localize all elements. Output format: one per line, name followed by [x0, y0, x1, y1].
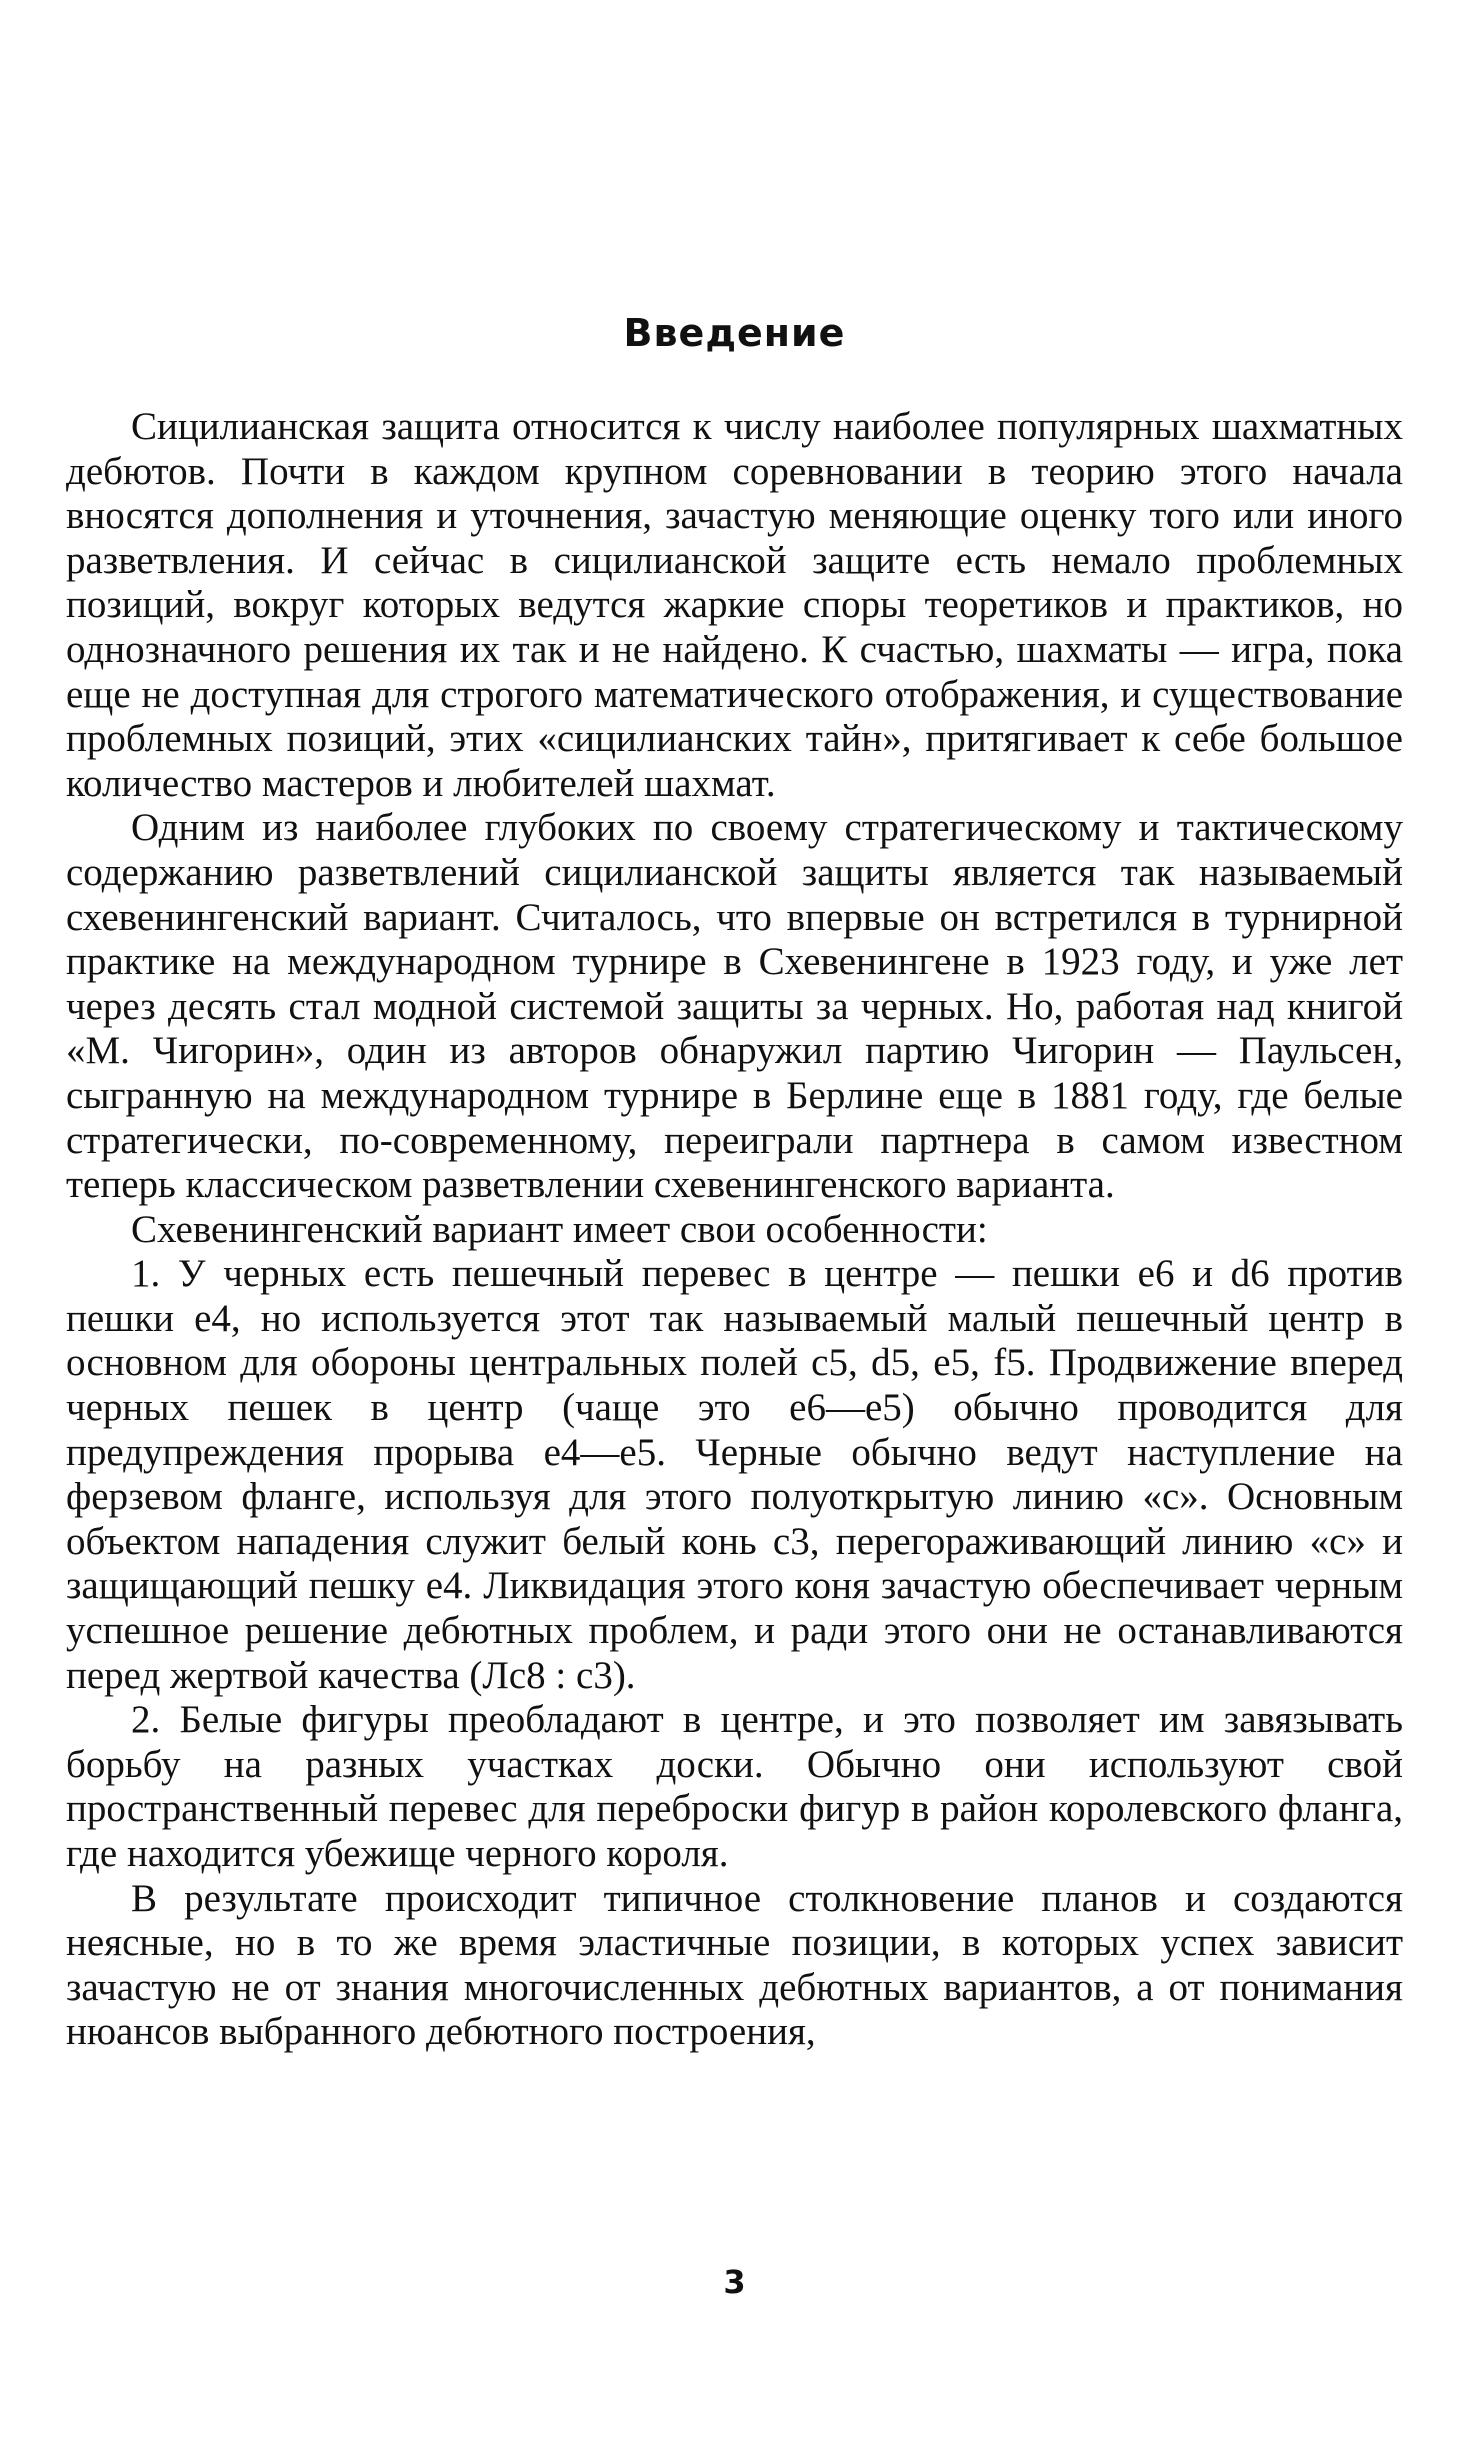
- chapter-title: Введение: [623, 311, 846, 355]
- page-number: 3: [723, 2263, 746, 2301]
- paragraph-feature-2: 2. Белые фигуры преобладают в центре, и это позволяет им завязывать борьбу на разных участках доски. Обычно они используют свой пространственный перевес для переброски фигур в район королевского фланга, где находится убежище черного короля.: [66, 1698, 1403, 1875]
- paragraph-feature-1: 1. У черных есть пешечный перевес в центре — пешки е6 и d6 против пешки е4, но используется этот так называемый малый пешечный центр в основном для обороны центральных полей с5, d5, е5, f5. Продвижение вперед черных пешек в центр (чаще это е6—е5) обычно проводится для предупреждения прорыва е4—е5. Черные обычно ведут наступление на ферзевом фланге, используя для этого полуоткрытую линию «с». Основным объектом нападения служит белый конь с3, перегораживающий линию «с» и защищающий пешку е4. Ликвидация этого коня зачастую обеспечивает черным успешное решение дебютных проблем, и ради этого они не останавливаются перед жертвой качества (Лс8 : с3).: [66, 1252, 1403, 1697]
- paragraph-history: Одним из наиболее глубоких по своему стратегическому и тактическому содержанию разветвлений сицилианской защиты является так называемый схевенингенский вариант. Считалось, что впервые он встретился в турнирной практике на международном турнире в Схевенингене в 1923 году, и уже лет через десять стал модной системой защиты за черных. Но, работая над книгой «М. Чигорин», один из авторов обнаружил партию Чигорин — Паульсен, сыгранную на международном турнире в Берлине еще в 1881 году, где белые стратегически, по-современному, переиграли партнера в самом известном теперь классическом разветвлении схевенингенского варианта.: [66, 806, 1403, 1207]
- paragraph-features-lead: Схевенингенский вариант имеет свои особенности:: [131, 1207, 988, 1251]
- paragraph-conclusion: В результате происходит типичное столкновение планов и создаются неясные, но в то же время эластичные позиции, в которых успех зависит зачастую не от знания многочисленных дебютных вариантов, а от понимания нюансов выбранного дебютного построения,: [66, 1876, 1403, 2054]
- body-text: [66, 405, 1403, 2055]
- paragraph-intro: Сицилианская защита относится к числу наиболее популярных шахматных дебютов. Почти в каждом крупном соревновании в теорию этого начала вносятся дополнения и уточнения, зачастую меняющие оценку того или иного разветвления. И сейчас в сицилианской защите есть немало проблемных позиций, вокруг которых ведутся жаркие споры теоретиков и практиков, но однозначного решения их так и не найдено. К счастью, шахматы — игра, пока еще не доступная для строгого математического отображения, и существование проблемных позиций, этих «сицилианских тайн», притягивает к себе большое количество мастеров и любителей шахмат.: [66, 405, 1403, 805]
